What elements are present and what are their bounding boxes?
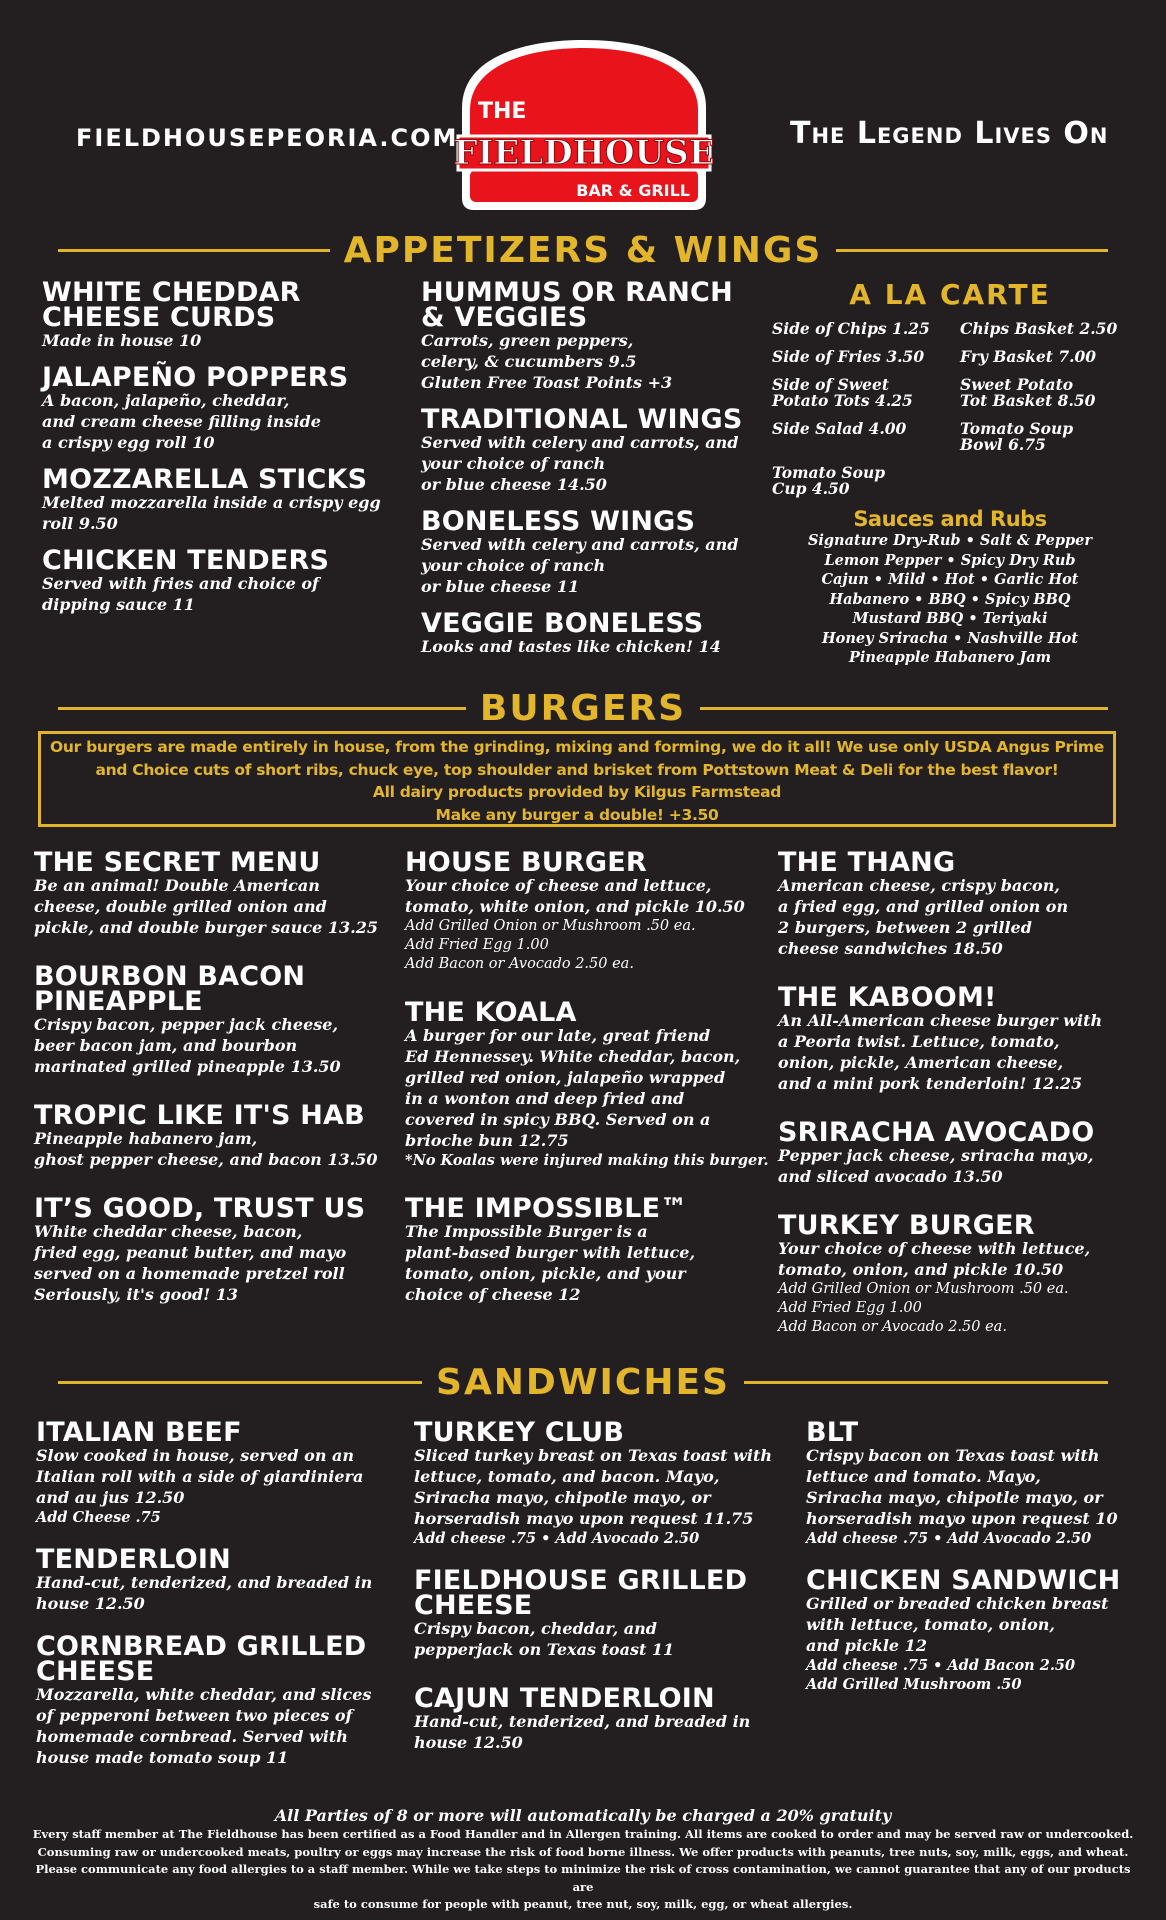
menu-item	[421, 277, 761, 393]
divider-line	[836, 249, 1108, 252]
sauce-line: Mustard BBQ • Teriyaki	[852, 610, 1048, 627]
divider-line	[58, 707, 466, 710]
sauce-line: Honey Sriracha • Nashville Hot	[821, 629, 1079, 647]
menu-item	[34, 847, 394, 938]
menu-item	[778, 982, 1138, 1094]
item-name: TURKEY BURGER	[778, 1210, 1035, 1241]
item-footnote: *No Koalas were injured making this burger.	[405, 1152, 769, 1169]
notice-line: All dairy products provided by Kilgus Farmstead	[372, 783, 782, 801]
appetizers-left-column	[42, 277, 402, 615]
menu-item	[405, 997, 775, 1170]
sauce-line: Pineapple Habanero Jam	[849, 649, 1051, 666]
menu-item	[778, 1210, 1138, 1337]
menu-item	[42, 464, 402, 534]
a-la-carte-panel	[772, 278, 1128, 668]
sauce-line: Cajun • Mild • Hot • Garlic Hot	[821, 571, 1079, 588]
a-la-carte-item: Tomato Soup Cup 4.50	[772, 463, 886, 498]
footer	[30, 1806, 1136, 1914]
item-name: SRIRACHA AVOCADO	[778, 1117, 1095, 1148]
item-description: Served with fries and choice of dipping sauce 11	[42, 574, 319, 614]
item-description: Hand-cut, tenderized, and breaded in house 12.50	[36, 1573, 373, 1613]
logo-text-main: FIELDHOUSE	[453, 133, 715, 173]
item-name: THE IMPOSSIBLE™	[405, 1193, 688, 1224]
website-url: FIELDHOUSEPEORIA.COM	[76, 124, 459, 152]
item-description: Mozzarella, white cheddar, and slices of pepperoni between two pieces of homemade cornbread. Served with house made tomato soup 11	[36, 1685, 372, 1767]
menu-item	[414, 1417, 794, 1548]
a-la-carte-title: A LA CARTE	[849, 278, 1051, 311]
sandwiches-middle-column	[414, 1417, 794, 1753]
section-header-burgers	[58, 682, 1108, 734]
item-addons: Add cheese .75 • Add Avocado 2.50	[414, 1530, 700, 1547]
section-header-appetizers	[58, 224, 1108, 276]
a-la-carte-item: Side of Fries 3.50	[772, 347, 925, 366]
fieldhouse-logo	[452, 36, 716, 214]
item-addons: Add cheese .75 • Add Bacon 2.50 Add Grilled Mushroom .50	[806, 1657, 1076, 1693]
a-la-carte-item: Fry Basket 7.00	[960, 347, 1097, 366]
a-la-carte-item	[960, 465, 1120, 497]
item-name: CHICKEN TENDERS	[42, 545, 330, 576]
burgers-left-column	[34, 847, 394, 1305]
notice-line: Our burgers are made entirely in house, from the grinding, mixing and forming, we do it all! We use only USDA Angus Prime	[50, 738, 1104, 756]
sandwiches-left-column	[36, 1417, 406, 1768]
menu-item	[806, 1565, 1146, 1694]
sauce-line: Lemon Pepper • Spicy Dry Rub	[824, 551, 1076, 569]
item-description: A burger for our late, great friend Ed Hennessey. White cheddar, bacon, grilled red onion, jalapeño wrapped in a wonton and deep fried and covered in spicy BBQ. Served on a brioche bun 12.75	[405, 1026, 741, 1150]
allergen-notice-line: safe to consume for people with peanut, tree nut, soy, milk, egg, or wheat allergies.	[313, 1897, 853, 1911]
burger-notice-box	[38, 731, 1116, 827]
item-name: IT’S GOOD, TRUST US	[34, 1193, 366, 1224]
a-la-carte-item: Side Salad 4.00	[772, 419, 907, 438]
gratuity-notice: All Parties of 8 or more will automatically be charged a 20% gratuity	[274, 1806, 892, 1825]
item-name: TURKEY CLUB	[414, 1417, 625, 1448]
item-name: JALAPEÑO POPPERS	[42, 362, 349, 393]
burgers-right-column	[778, 847, 1138, 1337]
item-description: The Impossible Burger is a plant-based burger with lettuce, tomato, onion, pickle, and your choice of cheese 12	[405, 1222, 696, 1304]
item-name: TENDERLOIN	[36, 1544, 231, 1575]
sauces-title: Sauces and Rubs	[853, 507, 1047, 531]
menu-item	[421, 404, 761, 495]
menu-item	[42, 362, 402, 453]
section-header-sandwiches	[58, 1356, 1108, 1408]
item-description: Pineapple habanero jam, ghost pepper cheese, and bacon 13.50	[34, 1129, 378, 1169]
item-addons: Add Grilled Onion or Mushroom .50 ea. Add Fried Egg 1.00 Add Bacon or Avocado 2.50 ea.	[405, 918, 696, 972]
item-name: THE SECRET MENU	[34, 847, 321, 878]
item-name: CHICKEN SANDWICH	[806, 1565, 1121, 1596]
a-la-carte-item: Tomato Soup Bowl 6.75	[960, 419, 1074, 454]
tagline: The Legend Lives On	[790, 116, 1109, 151]
item-description: American cheese, crispy bacon, a fried egg, and grilled onion on 2 burgers, between 2 grilled cheese sandwiches 18.50	[778, 876, 1069, 958]
item-description: A bacon, jalapeño, cheddar, and cream cheese filling inside a crispy egg roll 10	[42, 391, 321, 452]
a-la-carte-list	[772, 321, 1128, 497]
sauce-line: Habanero • BBQ • Spicy BBQ	[829, 590, 1071, 608]
appetizers-middle-column	[421, 277, 761, 657]
menu-item	[36, 1417, 406, 1527]
item-name: THE KABOOM!	[778, 982, 997, 1013]
menu-item	[34, 1193, 394, 1305]
item-name: MOZZARELLA STICKS	[42, 464, 368, 495]
menu-item	[414, 1683, 794, 1753]
item-addons: Add Cheese .75	[36, 1509, 161, 1526]
menu-item	[36, 1631, 406, 1768]
menu-item	[36, 1544, 406, 1614]
item-description: Your choice of cheese with lettuce, tomato, onion, and pickle 10.50	[778, 1239, 1091, 1279]
menu-item	[806, 1417, 1146, 1548]
notice-line: and Choice cuts of short ribs, chuck eye, top shoulder and brisket from Pottstown Meat & Deli for the best flavor!	[95, 760, 1059, 779]
item-description: White cheddar cheese, bacon, fried egg, peanut butter, and mayo served on a homemade pretzel roll Seriously, it's good! 13	[34, 1222, 347, 1304]
a-la-carte-item: Side of Chips 1.25	[772, 319, 930, 338]
item-description: Grilled or breaded chicken breast with lettuce, tomato, onion, and pickle 12	[806, 1594, 1109, 1655]
item-name: BLT	[806, 1417, 859, 1448]
item-name: CORNBREAD GRILLED CHEESE	[36, 1631, 367, 1687]
section-title: SANDWICHES	[436, 1361, 730, 1403]
item-description: Hand-cut, tenderized, and breaded in house 12.50	[414, 1712, 751, 1752]
item-description: An All-American cheese burger with a Peoria twist. Lettuce, tomato, onion, pickle, American cheese, and a mini pork tenderloin! 12.25	[778, 1011, 1103, 1093]
item-name: HOUSE BURGER	[405, 847, 647, 878]
menu-item	[405, 847, 775, 974]
item-description: Your choice of cheese and lettuce, tomato, white onion, and pickle 10.50	[405, 876, 745, 916]
item-description: Served with celery and carrots, and your choice of ranch or blue cheese 11	[421, 535, 739, 596]
sandwiches-right-column	[806, 1417, 1146, 1694]
item-name: ITALIAN BEEF	[36, 1417, 242, 1448]
logo-text-sub: BAR & GRILL	[576, 181, 690, 200]
menu-item	[34, 961, 394, 1077]
item-description: Be an animal! Double American cheese, double grilled onion and pickle, and double burger sauce 13.25	[34, 876, 378, 937]
menu-item	[778, 847, 1138, 959]
menu-item	[34, 1100, 394, 1170]
menu-item	[42, 277, 402, 351]
divider-line	[700, 707, 1108, 710]
item-name: FIELDHOUSE GRILLED CHEESE	[414, 1565, 748, 1621]
allergen-notice-line: Every staff member at The Fieldhouse has been certified as a Food Handler and in Allergen training. All items are cooked to order and may be served raw or undercooked.	[32, 1827, 1134, 1841]
item-name: WHITE CHEDDAR CHEESE CURDS	[42, 277, 301, 333]
section-title: APPETIZERS & WINGS	[343, 229, 823, 271]
divider-line	[744, 1381, 1108, 1384]
item-description: Made in house 10	[42, 331, 202, 350]
menu-item	[42, 545, 402, 615]
item-description: Crispy bacon, cheddar, and pepperjack on Texas toast 11	[414, 1619, 675, 1659]
sauce-line: Signature Dry-Rub • Salt & Pepper	[807, 532, 1093, 549]
menu-item	[414, 1565, 794, 1660]
item-name: THE KOALA	[405, 997, 577, 1028]
item-description: Melted mozzarella inside a crispy egg roll 9.50	[42, 493, 381, 533]
a-la-carte-item: Sweet Potato Tot Basket 8.50	[960, 375, 1096, 410]
logo-text-the: THE	[478, 99, 527, 124]
allergen-notice-line: Consuming raw or undercooked meats, poultry or eggs may increase the risk of food borne illness. We offer products with peanuts, tree nuts, soy, milk, eggs, and wheat.	[37, 1844, 1129, 1859]
item-addons: Add Grilled Onion or Mushroom .50 ea. Add Fried Egg 1.00 Add Bacon or Avocado 2.50 ea.	[778, 1281, 1069, 1335]
item-name: HUMMUS OR RANCH & VEGGIES	[421, 277, 733, 333]
item-name: BONELESS WINGS	[421, 506, 696, 537]
notice-line: Make any burger a double! +3.50	[435, 805, 719, 824]
menu-item	[421, 608, 761, 657]
item-description: Slow cooked in house, served on an Italian roll with a side of giardiniera and au jus 12.50	[36, 1446, 364, 1507]
a-la-carte-item: Side of Sweet Potato Tots 4.25	[772, 375, 913, 410]
section-title: BURGERS	[479, 687, 687, 729]
item-description: Pepper jack cheese, sriracha mayo, and sliced avocado 13.50	[778, 1146, 1094, 1186]
item-description: Sliced turkey breast on Texas toast with lettuce, tomato, and bacon. Mayo, Sriracha mayo, chipotle mayo, or horseradish mayo upon request 11.75	[414, 1446, 772, 1528]
sauces-list	[772, 531, 1128, 668]
item-description: Served with celery and carrots, and your choice of ranch or blue cheese 14.50	[421, 433, 739, 494]
menu-item	[421, 506, 761, 597]
divider-line	[58, 1381, 422, 1384]
item-name: TROPIC LIKE IT'S HAB	[34, 1100, 365, 1131]
item-name: BOURBON BACON PINEAPPLE	[34, 961, 306, 1017]
allergen-notice-line: Please communicate any food allergies to a staff member. While we take steps to minimize the risk of cross contamination, we cannot guarantee that any of our products are	[35, 1862, 1131, 1894]
a-la-carte-item: Chips Basket 2.50	[960, 319, 1118, 338]
item-description: Crispy bacon, pepper jack cheese, beer bacon jam, and bourbon marinated grilled pineapple 13.50	[34, 1015, 341, 1076]
item-name: CAJUN TENDERLOIN	[414, 1683, 715, 1714]
menu-item	[778, 1117, 1138, 1187]
item-addons: Add cheese .75 • Add Avocado 2.50	[806, 1530, 1092, 1547]
divider-line	[58, 249, 330, 252]
menu-item	[405, 1193, 775, 1305]
item-name: THE THANG	[778, 847, 956, 878]
item-description: Carrots, green peppers, celery, & cucumbers 9.5 Gluten Free Toast Points +3	[421, 331, 673, 392]
item-description: Looks and tastes like chicken! 14	[421, 637, 721, 656]
item-description: Crispy bacon on Texas toast with lettuce and tomato. Mayo, Sriracha mayo, chipotle mayo, or horseradish mayo upon request 10	[806, 1446, 1118, 1528]
burgers-middle-column	[405, 847, 775, 1305]
item-name: VEGGIE BONELESS	[421, 608, 704, 639]
item-name: TRADITIONAL WINGS	[421, 404, 743, 435]
